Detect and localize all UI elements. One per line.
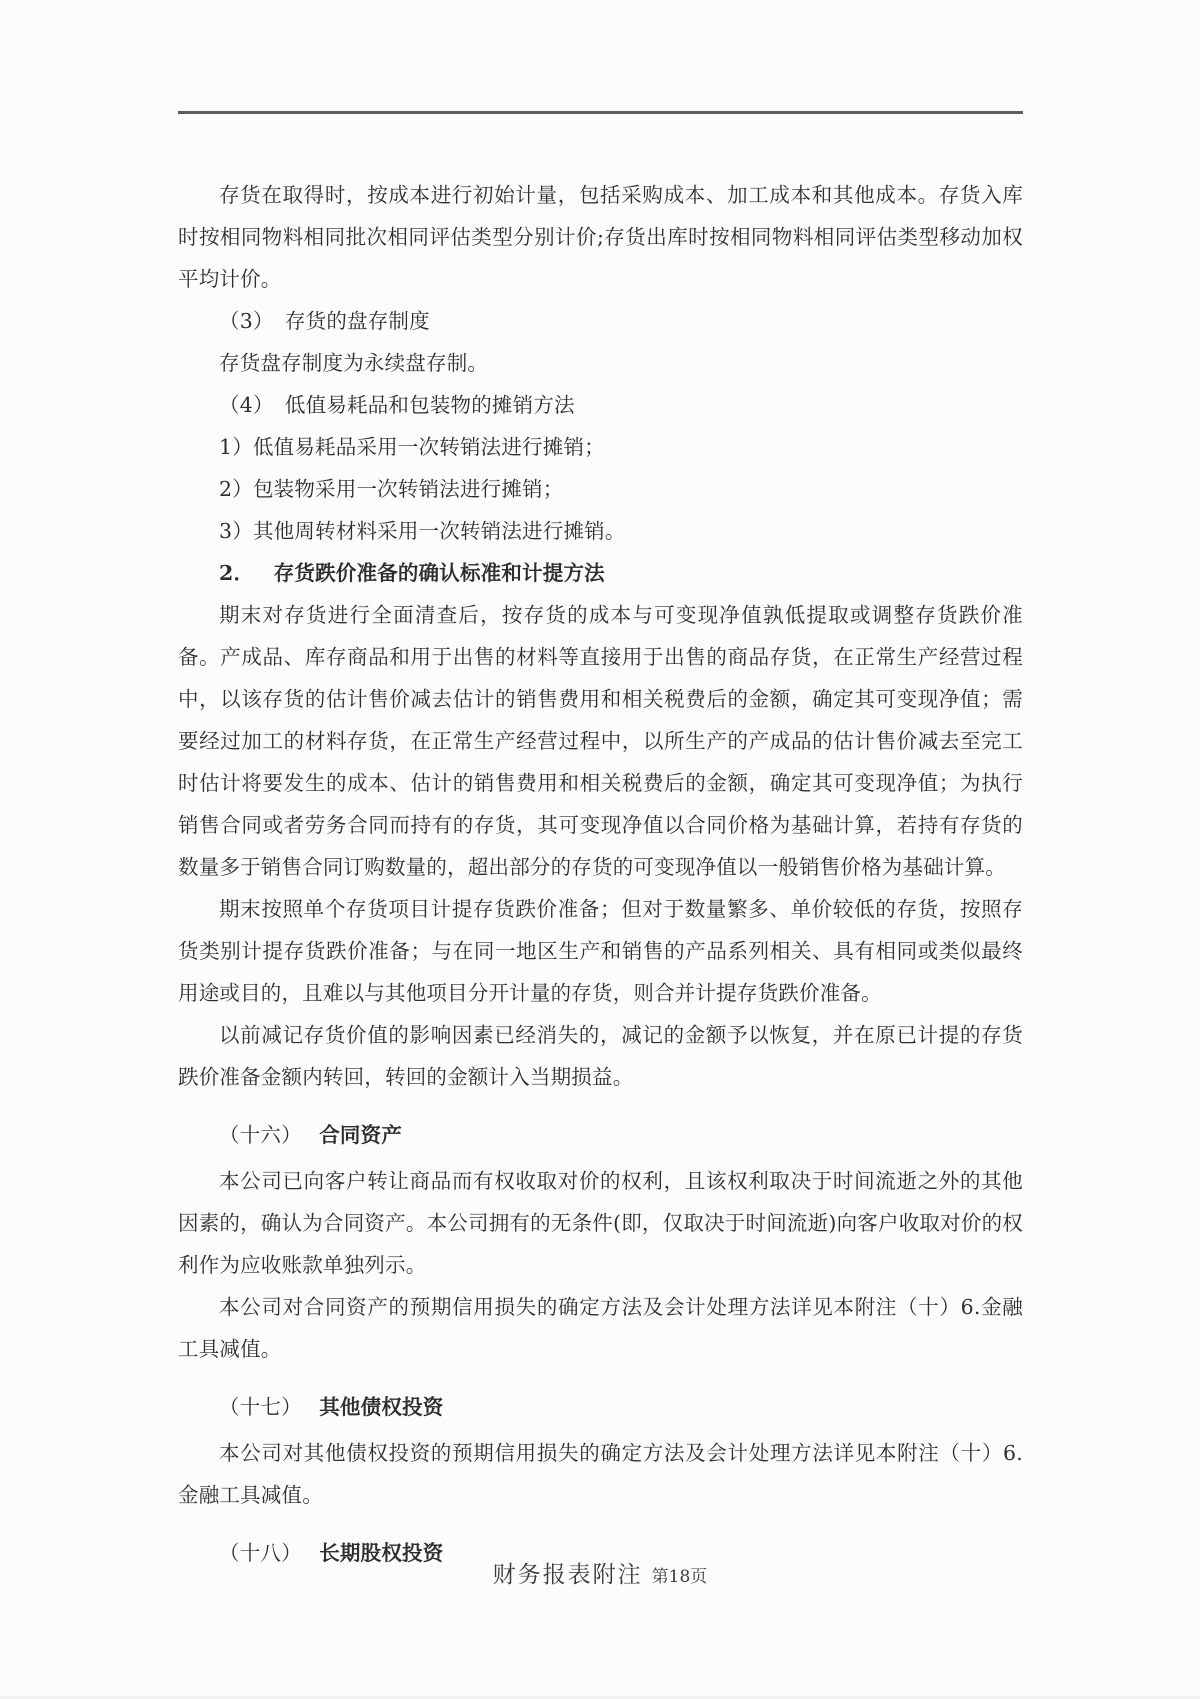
page-footer: [0, 1556, 1200, 1589]
section-number: （十八）: [219, 1541, 302, 1565]
paragraph-inventory-initial-measurement: 存货在取得时，按成本进行初始计量，包括采购成本、加工成本和其他成本。存货入库时按相同物料相同批次相同评估类型分别计价;存货出库时按相同物料相同评估类型移动加权平均计价。: [178, 183, 1023, 291]
list-item-1-low-value-consumables: 1）低值易耗品采用一次转销法进行摊销；: [219, 435, 605, 459]
item-text: 低值易耗品和包装物的摊销方法: [284, 393, 575, 417]
heading-title: 存货跌价准备的确认标准和计提方法: [273, 561, 605, 585]
list-item-2-packaging: 2）包装物采用一次转销法进行摊销；: [219, 477, 564, 501]
item-number: （4）: [219, 393, 274, 417]
section-number: （十六）: [219, 1123, 302, 1147]
section-heading-16-contract-assets: [178, 1114, 1023, 1156]
section-title: 合同资产: [319, 1123, 403, 1147]
item-number: （3）: [219, 309, 274, 333]
section-heading-17-other-debt-investments: [178, 1386, 1023, 1428]
section-title: 其他债权投资: [319, 1395, 444, 1419]
paragraph-contract-assets-definition: 本公司已向客户转让商品而有权收取对价的权利，且该权利取决于时间流逝之外的其他因素的，确认为合同资产。本公司拥有的无条件(即，仅取决于时间流逝)向客户收取对价的权利作为应收账款单独列示。: [178, 1169, 1023, 1277]
footer-page-number: 第18页: [651, 1567, 708, 1587]
paragraph-provision-by-item: 期末按照单个存货项目计提存货跌价准备；但对于数量繁多、单价较低的存货，按照存货类别计提存货跌价准备；与在同一地区生产和销售的产品系列相关、具有相同或类似最终用途或目的，且难以与其他项目分开计量的存货，则合并计提存货跌价准备。: [178, 897, 1023, 1005]
item-text: 存货的盘存制度: [284, 309, 430, 333]
footer-title: 财务报表附注: [492, 1562, 643, 1588]
paragraph-provision-determination: 期末对存货进行全面清查后，按存货的成本与可变现净值孰低提取或调整存货跌价准备。产成品、库存商品和用于出售的材料等直接用于出售的商品存货，在正常生产经营过程中，以该存货的估计售价减去估计的销售费用和相关税费后的金额，确定其可变现净值；需要经过加工的材料存货，在正常生产经营过程中，以所生产的产成品的估计售价减去至完工时估计将要发生的成本、估计的销售费用和相关税费后的金额，确定其可变现净值；为执行销售合同或者劳务合同而持有的存货，其可变现净值以合同价格为基础计算，若持有存货的数量多于销售合同订购数量的，超出部分的存货的可变现净值以一般销售价格为基础计算。: [178, 603, 1023, 879]
list-item-3-other-turnover-materials: 3）其他周转材料采用一次转销法进行摊销。: [219, 519, 626, 543]
paragraph-other-debt-investments-impairment: 本公司对其他债权投资的预期信用损失的确定方法及会计处理方法详见本附注（十）6.金融工具减值。: [178, 1441, 1023, 1507]
numbered-item-4-amortization-method: [178, 384, 1023, 426]
paragraph-contract-assets-impairment: 本公司对合同资产的预期信用损失的确定方法及会计处理方法详见本附注（十）6.金融工具减值。: [178, 1295, 1023, 1361]
heading-2-inventory-provision: [178, 552, 1023, 594]
paragraph-provision-reversal: 以前减记存货价值的影响因素已经消失的，减记的金额予以恢复，并在原已计提的存货跌价准备金额内转回，转回的金额计入当期损益。: [178, 1023, 1023, 1089]
section-title: 长期股权投资: [319, 1541, 444, 1565]
header-rule: [178, 111, 1023, 114]
section-number: （十七）: [219, 1395, 302, 1419]
document-body: [178, 174, 1023, 1578]
heading-number: 2．: [219, 561, 255, 585]
paragraph-perpetual-inventory: 存货盘存制度为永续盘存制。: [219, 351, 489, 375]
numbered-item-3-inventory-system: [178, 300, 1023, 342]
